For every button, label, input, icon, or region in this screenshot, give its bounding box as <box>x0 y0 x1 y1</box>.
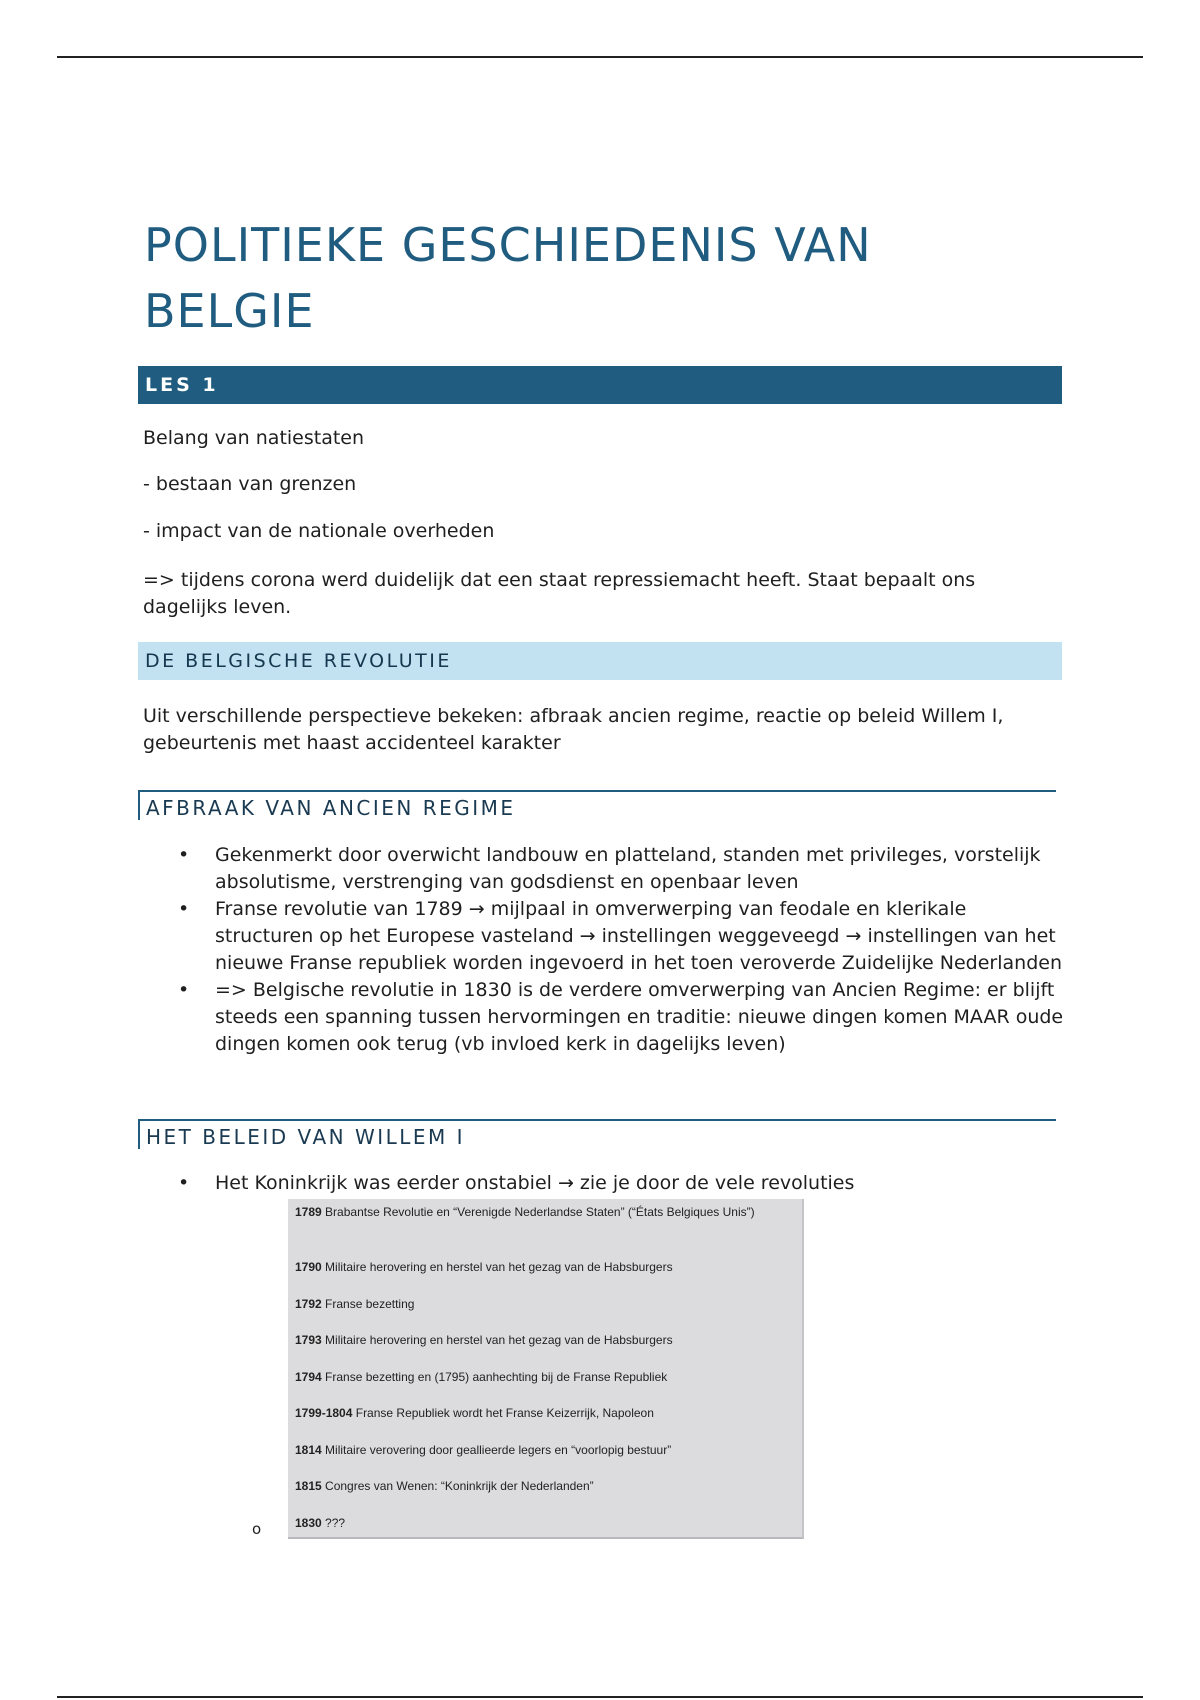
subsection-heading-ancien-regime: AFBRAAK VAN ANCIEN REGIME <box>138 790 1056 820</box>
list-item: • Franse revolutie van 1789 → mijlpaal in omverwerping van feodale en klerikale structuren op het Europese vasteland → instellingen weggeveegd → instellingen van het nieuwe Franse republiek worden ingevoerd in het toen veroverde Zuidelijke Nederlanden <box>215 896 1065 977</box>
intro-conclusion: => tijdens corona werd duidelijk dat een staat repressiemacht heeft. Staat bepaalt ons dagelijks leven. <box>143 569 976 618</box>
intro-line: - impact van de nationale overheden <box>143 520 495 542</box>
timeline-row: 1799-1804 Franse Republiek wordt het Franse Keizerrijk, Napoleon <box>295 1406 654 1420</box>
timeline-row: 1814 Militaire verovering door geallieerde legers en “voorlopig bestuur” <box>295 1443 672 1457</box>
list-item: • Gekenmerkt door overwicht landbouw en platteland, standen met privileges, vorstelijk absolutisme, verstrenging van godsdienst en openbaar leven <box>215 842 1065 896</box>
section-intro: Uit verschillende perspectieve bekeken: afbraak ancien regime, reactie op beleid Willem I, gebeurtenis met haast accidenteel karakter <box>143 705 1004 754</box>
willem-list <box>215 1170 1065 1197</box>
timeline-row: 1789 Brabantse Revolutie en “Verenigde Nederlandse Staten” (“États Belgiques Unis”) <box>295 1205 755 1219</box>
les-heading: LES 1 <box>138 366 1062 404</box>
timeline-row: 1793 Militaire herovering en herstel van het gezag van de Habsburgers <box>295 1333 673 1347</box>
timeline-row: 1830 ??? <box>295 1516 346 1530</box>
section-heading: DE BELGISCHE REVOLUTIE <box>138 642 1062 680</box>
timeline-row: 1792 Franse bezetting <box>295 1297 415 1311</box>
bottom-rule <box>57 1696 1143 1698</box>
list-item: • => Belgische revolutie in 1830 is de verdere omverwerping van Ancien Regime: er blijft steeds een spanning tussen hervormingen en traditie: nieuwe dingen komen MAAR oude dingen komen ook terug (vb invloed kerk in dagelijks leven) <box>215 977 1065 1058</box>
intro-line: Belang van natiestaten <box>143 427 365 449</box>
subsection-heading-willem: HET BELEID VAN WILLEM I <box>138 1119 1056 1149</box>
ancien-regime-list <box>215 842 1065 1058</box>
top-rule <box>57 56 1143 58</box>
timeline-row: 1815 Congres van Wenen: “Koninkrijk der Nederlanden” <box>295 1479 594 1493</box>
timeline-row: 1790 Militaire herovering en herstel van het gezag van de Habsburgers <box>295 1260 673 1274</box>
timeline-image <box>288 1199 804 1539</box>
timeline-row: 1794 Franse bezetting en (1795) aanhechting bij de Franse Republiek <box>295 1370 668 1384</box>
list-item: • Het Koninkrijk was eerder onstabiel → zie je door de vele revoluties <box>215 1170 1065 1197</box>
intro-line: - bestaan van grenzen <box>143 473 357 495</box>
sub-bullet-marker: o <box>252 1520 262 1538</box>
page-title: POLITIEKE GESCHIEDENIS VAN BELGIE <box>144 218 872 338</box>
